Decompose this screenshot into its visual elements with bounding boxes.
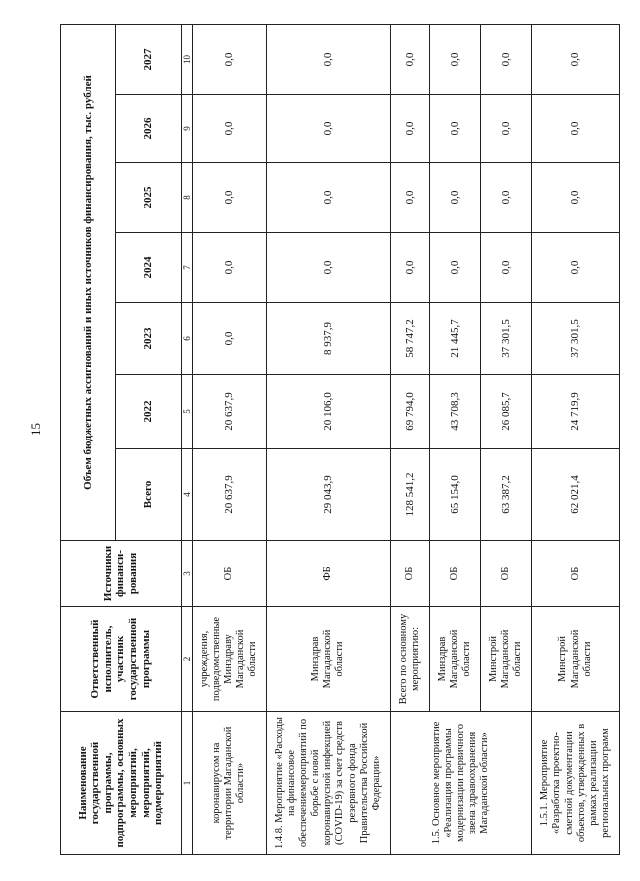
- row-value: 8 937,9: [266, 303, 391, 375]
- header-name: Наименование государственной программы, подпрограммы, основных мероприятий, мероприятий, подмероприятий: [61, 712, 182, 855]
- row-name: 1.5.1. Мероприятие «Разработка проектно-сметной документации объектов, утвержденных в рамках реализации региональных программ: [532, 712, 620, 855]
- row-source: ОБ: [532, 541, 620, 607]
- row-value: 0,0: [532, 163, 620, 233]
- row-source: ОБ: [430, 541, 481, 607]
- row-executor: Всего по основному мероприятию:: [391, 607, 430, 712]
- row-value: 43 708,3: [430, 375, 481, 449]
- row-value: 0,0: [481, 163, 532, 233]
- column-index: 4: [181, 449, 193, 541]
- row-name: коронавирусом на территории Магаданской области»: [193, 712, 267, 855]
- rotated-table-container: [60, 25, 620, 855]
- column-index: 6: [181, 303, 193, 375]
- column-index: 1: [181, 712, 193, 855]
- row-value: 0,0: [532, 24, 620, 94]
- header-year: 2025: [116, 163, 181, 233]
- column-index: 2: [181, 607, 193, 712]
- row-value: 0,0: [391, 95, 430, 163]
- row-value: 0,0: [532, 95, 620, 163]
- row-value: 69 794,0: [391, 375, 430, 449]
- row-value: 65 154,0: [430, 449, 481, 541]
- column-index: 3: [181, 541, 193, 607]
- header-year: 2023: [116, 303, 181, 375]
- row-executor: учреждения, подведомственные Минздраву Магаданской области: [193, 607, 267, 712]
- table-row: [532, 24, 620, 854]
- row-source: ОБ: [481, 541, 532, 607]
- row-value: 0,0: [391, 233, 430, 303]
- row-value: 0,0: [532, 233, 620, 303]
- row-value: 0,0: [430, 95, 481, 163]
- table-row: [266, 24, 391, 854]
- row-value: 0,0: [430, 24, 481, 94]
- row-value: 0,0: [430, 163, 481, 233]
- row-value: 37 301,5: [481, 303, 532, 375]
- header-year: Всего: [116, 449, 181, 541]
- row-value: 0,0: [193, 163, 267, 233]
- row-executor: Минздрав Магаданской области: [266, 607, 391, 712]
- row-value: 20 106,0: [266, 375, 391, 449]
- row-value: 20 637,9: [193, 449, 267, 541]
- row-value: 62 021,4: [532, 449, 620, 541]
- column-index: 10: [181, 24, 193, 94]
- row-value: 0,0: [193, 95, 267, 163]
- row-value: 63 387,2: [481, 449, 532, 541]
- row-value: 0,0: [481, 95, 532, 163]
- row-value: 37 301,5: [532, 303, 620, 375]
- row-value: 0,0: [430, 233, 481, 303]
- row-source: ФБ: [266, 541, 391, 607]
- table-row: [193, 24, 267, 854]
- column-index: 5: [181, 375, 193, 449]
- header-year: 2024: [116, 233, 181, 303]
- row-value: 21 445,7: [430, 303, 481, 375]
- column-index: 9: [181, 95, 193, 163]
- page-number: 15: [28, 423, 43, 436]
- row-value: 0,0: [266, 95, 391, 163]
- table-row: [391, 24, 430, 854]
- header-source: Источники финанси-рования: [61, 541, 182, 607]
- financing-table: [60, 24, 620, 855]
- row-source: ОБ: [193, 541, 267, 607]
- row-name: 1.4.8. Мероприятие «Расходы на финансовое обеспечениемероприятий по борьбе с новой коронавирусной инфекцией (COVID-19) за счет средств резервного фонда Правительства Российской Федерации»: [266, 712, 391, 855]
- row-value: 0,0: [391, 24, 430, 94]
- header-volume: Объем бюджетных ассигнований и иных источников финансирования, тыс. рублей: [61, 24, 116, 540]
- row-name: 1.5. Основное мероприятие «Реализация программы модернизации первичного звена здравоохранения Магаданской области»: [391, 712, 532, 855]
- row-value: 0,0: [266, 24, 391, 94]
- row-value: 0,0: [193, 303, 267, 375]
- row-value: 26 085,7: [481, 375, 532, 449]
- header-year: 2027: [116, 24, 181, 94]
- row-value: 0,0: [193, 233, 267, 303]
- row-value: 128 541,2: [391, 449, 430, 541]
- header-executor: Ответственный исполнитель, участник государственной программы: [61, 607, 182, 712]
- row-value: 0,0: [193, 24, 267, 94]
- row-source: ОБ: [391, 541, 430, 607]
- row-executor: Минстрой Магаданской области: [481, 607, 532, 712]
- header-year: 2026: [116, 95, 181, 163]
- row-value: 20 637,9: [193, 375, 267, 449]
- row-value: 0,0: [481, 233, 532, 303]
- row-value: 58 747,2: [391, 303, 430, 375]
- column-index: 8: [181, 163, 193, 233]
- row-value: 0,0: [481, 24, 532, 94]
- header-year: 2022: [116, 375, 181, 449]
- row-value: 24 719,9: [532, 375, 620, 449]
- row-executor: Минстрой Магаданской области: [532, 607, 620, 712]
- row-value: 0,0: [266, 233, 391, 303]
- column-index: 7: [181, 233, 193, 303]
- row-executor: Минздрав Магаданской области: [430, 607, 481, 712]
- row-value: 29 043,9: [266, 449, 391, 541]
- row-value: 0,0: [266, 163, 391, 233]
- row-value: 0,0: [391, 163, 430, 233]
